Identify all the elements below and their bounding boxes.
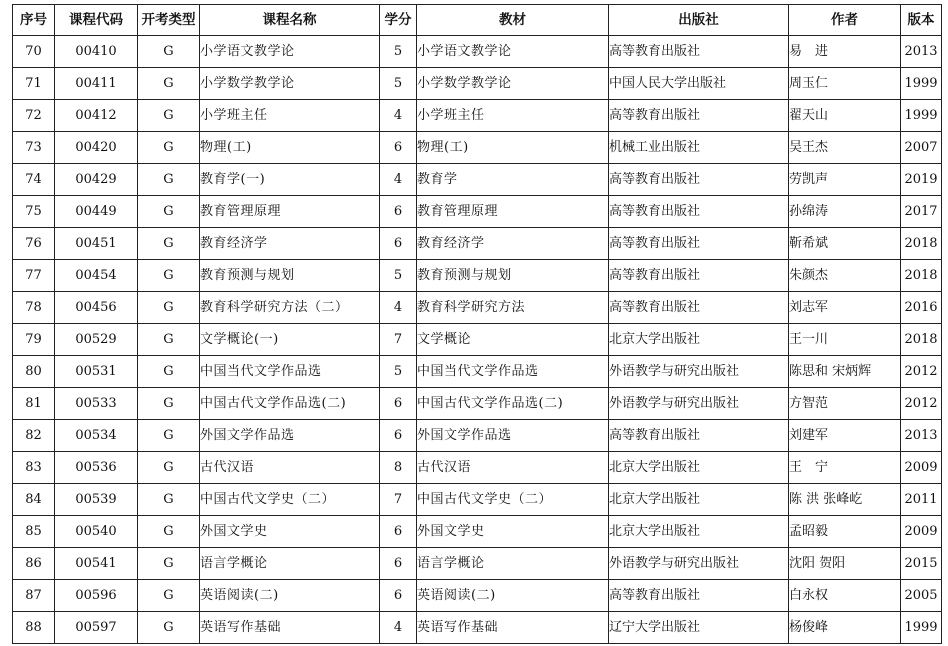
cell-textbook: 小学数学教学论 — [417, 68, 609, 100]
cell-edition: 2016 — [901, 292, 942, 324]
cell-no: 87 — [13, 580, 55, 612]
cell-author: 孟昭毅 — [789, 516, 901, 548]
table-row — [13, 164, 942, 196]
cell-credit: 5 — [380, 260, 417, 292]
cell-publisher: 外语教学与研究出版社 — [609, 356, 789, 388]
cell-course-name: 教育科学研究方法（二） — [200, 292, 380, 324]
cell-type: G — [138, 196, 200, 228]
cell-course-name: 古代汉语 — [200, 452, 380, 484]
table-row — [13, 100, 942, 132]
cell-no: 79 — [13, 324, 55, 356]
cell-author: 陈思和 宋炳辉 — [789, 356, 901, 388]
cell-no: 71 — [13, 68, 55, 100]
cell-credit: 7 — [380, 324, 417, 356]
cell-no: 77 — [13, 260, 55, 292]
cell-textbook: 外国文学史 — [417, 516, 609, 548]
table-row — [13, 420, 942, 452]
cell-no: 86 — [13, 548, 55, 580]
cell-publisher: 高等教育出版社 — [609, 260, 789, 292]
cell-author: 孙绵涛 — [789, 196, 901, 228]
cell-author: 易 进 — [789, 36, 901, 68]
cell-textbook: 教育科学研究方法 — [417, 292, 609, 324]
cell-author: 白永权 — [789, 580, 901, 612]
cell-course-name: 教育经济学 — [200, 228, 380, 260]
cell-type: G — [138, 132, 200, 164]
cell-no: 78 — [13, 292, 55, 324]
cell-publisher: 外语教学与研究出版社 — [609, 388, 789, 420]
cell-textbook: 教育学 — [417, 164, 609, 196]
cell-credit: 4 — [380, 164, 417, 196]
cell-no: 82 — [13, 420, 55, 452]
cell-author: 刘志军 — [789, 292, 901, 324]
header-no: 序号 — [13, 5, 55, 36]
cell-publisher: 机械工业出版社 — [609, 132, 789, 164]
cell-type: G — [138, 260, 200, 292]
cell-edition: 2011 — [901, 484, 942, 516]
cell-textbook: 中国古代文学作品选(二) — [417, 388, 609, 420]
cell-credit: 6 — [380, 580, 417, 612]
cell-textbook: 中国当代文学作品选 — [417, 356, 609, 388]
cell-course-name: 中国古代文学史（二） — [200, 484, 380, 516]
cell-textbook: 中国古代文学史（二） — [417, 484, 609, 516]
cell-credit: 6 — [380, 388, 417, 420]
cell-publisher: 北京大学出版社 — [609, 452, 789, 484]
cell-textbook: 文学概论 — [417, 324, 609, 356]
cell-textbook: 教育经济学 — [417, 228, 609, 260]
cell-textbook: 古代汉语 — [417, 452, 609, 484]
cell-course-name: 教育预测与规划 — [200, 260, 380, 292]
cell-edition: 2007 — [901, 132, 942, 164]
cell-publisher: 高等教育出版社 — [609, 420, 789, 452]
cell-author: 杨俊峰 — [789, 612, 901, 644]
cell-edition: 2012 — [901, 388, 942, 420]
cell-code: 00449 — [55, 196, 138, 228]
cell-course-name: 语言学概论 — [200, 548, 380, 580]
cell-no: 76 — [13, 228, 55, 260]
cell-publisher: 高等教育出版社 — [609, 580, 789, 612]
cell-edition: 1999 — [901, 100, 942, 132]
cell-edition: 2019 — [901, 164, 942, 196]
cell-publisher: 高等教育出版社 — [609, 228, 789, 260]
cell-edition: 2018 — [901, 324, 942, 356]
course-table — [12, 4, 942, 644]
cell-course-name: 小学数学教学论 — [200, 68, 380, 100]
cell-credit: 5 — [380, 356, 417, 388]
cell-course-name: 小学班主任 — [200, 100, 380, 132]
cell-type: G — [138, 68, 200, 100]
cell-code: 00536 — [55, 452, 138, 484]
cell-publisher: 北京大学出版社 — [609, 516, 789, 548]
cell-edition: 2018 — [901, 228, 942, 260]
cell-code: 00411 — [55, 68, 138, 100]
cell-type: G — [138, 356, 200, 388]
header-type: 开考类型 — [138, 5, 200, 36]
cell-author: 刘建军 — [789, 420, 901, 452]
table-row — [13, 516, 942, 548]
cell-publisher: 北京大学出版社 — [609, 324, 789, 356]
table-row — [13, 484, 942, 516]
cell-publisher: 高等教育出版社 — [609, 164, 789, 196]
cell-credit: 6 — [380, 196, 417, 228]
cell-edition: 2015 — [901, 548, 942, 580]
cell-edition: 2012 — [901, 356, 942, 388]
cell-publisher: 高等教育出版社 — [609, 36, 789, 68]
cell-code: 00540 — [55, 516, 138, 548]
cell-type: G — [138, 516, 200, 548]
cell-author: 吴王杰 — [789, 132, 901, 164]
cell-course-name: 英语阅读(二) — [200, 580, 380, 612]
cell-credit: 6 — [380, 548, 417, 580]
header-edition: 版本 — [901, 5, 942, 36]
cell-code: 00533 — [55, 388, 138, 420]
cell-type: G — [138, 36, 200, 68]
cell-credit: 8 — [380, 452, 417, 484]
cell-no: 88 — [13, 612, 55, 644]
cell-type: G — [138, 324, 200, 356]
cell-author: 周玉仁 — [789, 68, 901, 100]
cell-no: 80 — [13, 356, 55, 388]
cell-textbook: 英语阅读(二) — [417, 580, 609, 612]
cell-edition: 1999 — [901, 68, 942, 100]
cell-publisher: 高等教育出版社 — [609, 100, 789, 132]
cell-type: G — [138, 388, 200, 420]
cell-credit: 6 — [380, 228, 417, 260]
cell-author: 陈 洪 张峰屹 — [789, 484, 901, 516]
table-row — [13, 452, 942, 484]
cell-textbook: 英语写作基础 — [417, 612, 609, 644]
cell-edition: 2013 — [901, 420, 942, 452]
header-code: 课程代码 — [55, 5, 138, 36]
cell-textbook: 外国文学作品选 — [417, 420, 609, 452]
table-row — [13, 356, 942, 388]
table-row — [13, 260, 942, 292]
table-row — [13, 292, 942, 324]
table-row — [13, 548, 942, 580]
cell-no: 74 — [13, 164, 55, 196]
cell-publisher: 高等教育出版社 — [609, 196, 789, 228]
cell-course-name: 教育管理原理 — [200, 196, 380, 228]
table-row — [13, 68, 942, 100]
cell-publisher: 高等教育出版社 — [609, 292, 789, 324]
cell-code: 00597 — [55, 612, 138, 644]
cell-course-name: 文学概论(一) — [200, 324, 380, 356]
cell-publisher: 辽宁大学出版社 — [609, 612, 789, 644]
cell-edition: 2018 — [901, 260, 942, 292]
cell-type: G — [138, 292, 200, 324]
cell-no: 81 — [13, 388, 55, 420]
cell-code: 00596 — [55, 580, 138, 612]
cell-code: 00451 — [55, 228, 138, 260]
cell-no: 73 — [13, 132, 55, 164]
cell-publisher: 北京大学出版社 — [609, 484, 789, 516]
cell-credit: 4 — [380, 292, 417, 324]
cell-author: 翟天山 — [789, 100, 901, 132]
cell-author: 方智范 — [789, 388, 901, 420]
cell-no: 83 — [13, 452, 55, 484]
cell-code: 00454 — [55, 260, 138, 292]
cell-edition: 2013 — [901, 36, 942, 68]
cell-author: 朱颜杰 — [789, 260, 901, 292]
table-row — [13, 132, 942, 164]
cell-code: 00410 — [55, 36, 138, 68]
cell-edition: 2017 — [901, 196, 942, 228]
cell-credit: 7 — [380, 484, 417, 516]
cell-edition: 2009 — [901, 452, 942, 484]
cell-course-name: 物理(工) — [200, 132, 380, 164]
cell-textbook: 语言学概论 — [417, 548, 609, 580]
cell-no: 70 — [13, 36, 55, 68]
table-row — [13, 196, 942, 228]
cell-code: 00531 — [55, 356, 138, 388]
cell-type: G — [138, 420, 200, 452]
table-row — [13, 580, 942, 612]
table-row — [13, 228, 942, 260]
cell-type: G — [138, 164, 200, 196]
cell-code: 00534 — [55, 420, 138, 452]
cell-textbook: 教育管理原理 — [417, 196, 609, 228]
table-row — [13, 388, 942, 420]
header-credit: 学分 — [380, 5, 417, 36]
cell-code: 00429 — [55, 164, 138, 196]
cell-credit: 5 — [380, 36, 417, 68]
cell-edition: 2009 — [901, 516, 942, 548]
cell-author: 王一川 — [789, 324, 901, 356]
cell-type: G — [138, 580, 200, 612]
cell-credit: 6 — [380, 516, 417, 548]
cell-credit: 6 — [380, 132, 417, 164]
cell-edition: 2005 — [901, 580, 942, 612]
cell-type: G — [138, 548, 200, 580]
header-author: 作者 — [789, 5, 901, 36]
cell-edition: 1999 — [901, 612, 942, 644]
cell-course-name: 教育学(一) — [200, 164, 380, 196]
cell-course-name: 英语写作基础 — [200, 612, 380, 644]
cell-author: 沈阳 贺阳 — [789, 548, 901, 580]
cell-author: 劳凯声 — [789, 164, 901, 196]
header-textbook: 教材 — [417, 5, 609, 36]
cell-code: 00541 — [55, 548, 138, 580]
cell-credit: 5 — [380, 68, 417, 100]
cell-publisher: 中国人民大学出版社 — [609, 68, 789, 100]
cell-publisher: 外语教学与研究出版社 — [609, 548, 789, 580]
cell-author: 王 宁 — [789, 452, 901, 484]
header-publisher: 出版社 — [609, 5, 789, 36]
cell-code: 00456 — [55, 292, 138, 324]
cell-credit: 4 — [380, 100, 417, 132]
cell-code: 00412 — [55, 100, 138, 132]
cell-course-name: 小学语文教学论 — [200, 36, 380, 68]
cell-code: 00529 — [55, 324, 138, 356]
cell-course-name: 外国文学作品选 — [200, 420, 380, 452]
cell-no: 84 — [13, 484, 55, 516]
cell-no: 75 — [13, 196, 55, 228]
cell-no: 72 — [13, 100, 55, 132]
cell-code: 00539 — [55, 484, 138, 516]
cell-type: G — [138, 612, 200, 644]
cell-course-name: 中国古代文学作品选(二) — [200, 388, 380, 420]
cell-textbook: 小学班主任 — [417, 100, 609, 132]
table-row — [13, 324, 942, 356]
cell-type: G — [138, 484, 200, 516]
cell-type: G — [138, 452, 200, 484]
header-row — [13, 5, 942, 36]
cell-credit: 6 — [380, 420, 417, 452]
cell-textbook: 物理(工) — [417, 132, 609, 164]
table-body — [13, 36, 942, 644]
cell-textbook: 小学语文教学论 — [417, 36, 609, 68]
cell-credit: 4 — [380, 612, 417, 644]
cell-textbook: 教育预测与规划 — [417, 260, 609, 292]
header-course-name: 课程名称 — [200, 5, 380, 36]
cell-no: 85 — [13, 516, 55, 548]
cell-type: G — [138, 228, 200, 260]
cell-course-name: 中国当代文学作品选 — [200, 356, 380, 388]
cell-author: 靳希斌 — [789, 228, 901, 260]
table-row — [13, 36, 942, 68]
cell-code: 00420 — [55, 132, 138, 164]
cell-type: G — [138, 100, 200, 132]
cell-course-name: 外国文学史 — [200, 516, 380, 548]
table-row — [13, 612, 942, 644]
